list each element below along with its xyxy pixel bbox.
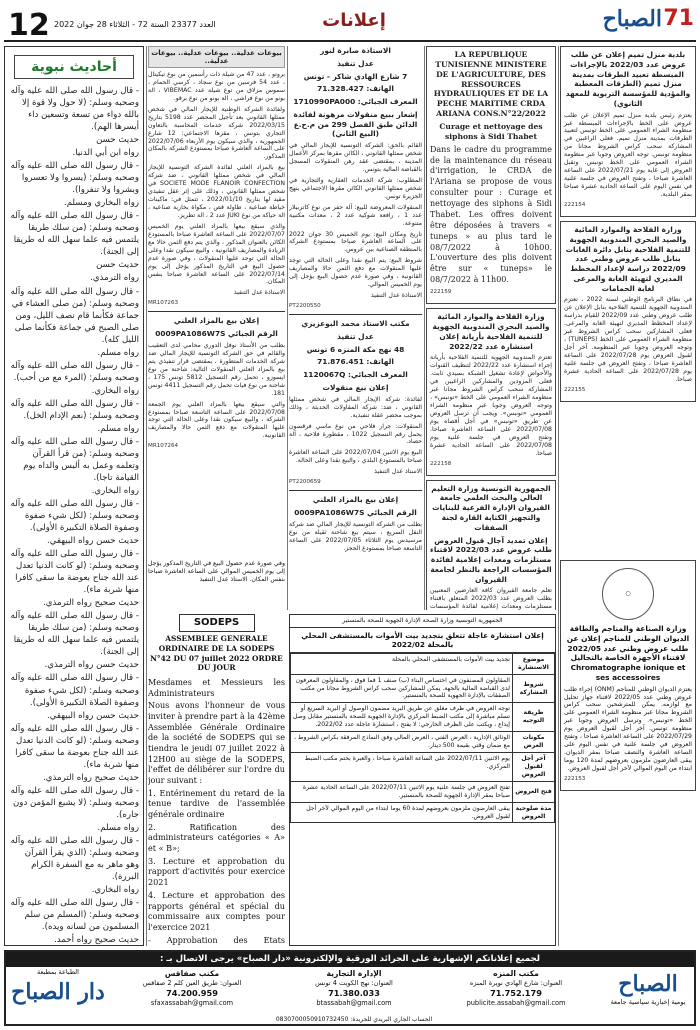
consultation-title: إعلان استشارة عاجلة تتعلق بتجديد بيت الأموات بالمستشفى المحلي بالمحلة 2022/02 [290,628,555,653]
notice-paragraph: المنقولات المعروضة للبيع: آلة حفر من نوع كاتربيلار عدد 1 ، رافعة شوكية عدد 2 ، معدات مكتبية متنوعة. [289,203,422,227]
ad-reference: 222158 [430,460,452,467]
hadith-line: رواه البخاري. [91,385,139,396]
office-phone[interactable]: 71.380.033 [328,987,380,998]
crda-ar-body: تعتزم المندوبية الجهوية للتنمية الفلاحية بأريانة إجراء استشارة عدد 2022/22 لتنظيف القنوات والأحواض لإعادة تشغيل الشبكة بسيدي ثابت. فعلى المزودين والمشاركين الراغبين في المشاركة سحب كراس الشروط مجانا عبر منظومة الشراء العمومي على الخط «تونبس» ، وتوجه العروض وجوبا عبر منظومة الشراء العمومي «تونبس». ويجب أن ترسل العروض عن طريق «تونبس» في أجل أقصاه يوم 2022/07/08 على الساعة العاشرة صباحا. وتفتح العروض في جلسة علنية يوم 2022/07/08 على الساعة الحادية عشرة صباحا. [430,354,552,457]
ad-reference: 222155 [564,386,586,393]
sodeps-paragraph: 4. Lecture et approbation des rapports général et spécial du commissaire aux comptes pour l'exercice 2021 [148,889,285,932]
column-rule [287,46,288,610]
sale-paragraph: والذي سيقع بيعها بالمزاد العلني يوم الخميس 2022/07/07 على الساعة العاشرة صباحا بالمستودع الكائن بالعنوان المذكور ، والذي يتم دفع الثمن حالا مع الزيادة والمصاريف القانونية ، والبيع سيكون نقدا وعلى الحالة التي توجد عليها المنقولات ، وفي صورة عدم حصول البيع في التاريخ المذكور يؤجل إلى يوم 2022/07/14 على الساعة العاشرة صباحا بنفس المكان. [148,222,285,286]
tender-body: يعتزم الديوان الوطني للمناجم (ONM) إجراء طلب عروض وطني عدد 2022/05 لاقتناء جهاز تحليل مع لوازمه. يمكن للمترشحين سحب كراس الشروط مجانا عبر منظومة الشراء العمومي على الخط «تونبس». وترسل العروض وجوبا عبر منظومة تونبس. آخر أجل لقبول العروض يوم 2022/07/29 على الساعة العاشرة صباحا ، وتفتح العروض في جلسة علنية في نفس اليوم على الساعة العاشرة والنصف صباحا بمقر الديوان. يبقى العارضون ملزمون بعروضهم لمدة 120 يوما ابتداء من اليوم الموالي لآخر أجل لقبول العروض. [564,685,693,772]
ministry-emblem-icon: ○ [602,568,654,620]
footer-logo-name: دار الصباح [11,978,105,1005]
masthead-logo [546,4,696,38]
hadith-line: حديث حسن رواه الترمذي. [44,660,139,671]
sale-paragraph: بطلب من الشركة التونسية للإيجار المالي ضد شركة النقل السريع ، سيتم بيع شاحنة ثقيلة من نوع مرسيدس يوم الثلاثاء 2022/07/05 على الساعة التاسعة صباحا بمستودع الحجز. [289,520,422,552]
office-address: العنوان: شارع الهادي نويرة المنزه [469,979,563,988]
hadith-line: - قال رسول الله صلى الله عليه وآله وصحبه وسلم: (المرء مع من أحب). [10,360,139,383]
sale-title: إعلان بيع بالمزاد العلني [173,316,260,326]
university-title: الجمهورية التونسية وزارة التعليم العالي والبحث العلمي جامعة القيروان الإدارة الفرعية للبنايات والتجهيز الكتابة القارة لجنة الصفقات [431,483,551,532]
office-title: مكتب المنزه [493,969,539,978]
table-row [291,674,555,703]
logo-number: 71 [663,6,694,31]
row-text: يوم الاثنين 2022/07/11 على الساعة العاشرة صباحا ، والعبرة بختم مكتب الضبط المركزي. [291,753,513,782]
row-label: شروط المشاركة [513,674,555,703]
bailiff-name: مكتب الاستاذ محمد البوعزيزي [301,319,410,329]
hadith-line: - قال رسول الله صلى الله عليه وآله وصحبه وسلم: (من صلى العشاء في جماعة فكأنما قام نصف الليل، ومن صلى الصبح في جماعة فكأنما صلى الليل كله). [10,286,139,345]
tender-body: في نطاق البرنامج الوطني لسنة 2022 ، تعتزم المندوبية الجهوية للتنمية الفلاحية بنابل الإعلان عن طلب عروض وطني عدد 2022/09 للقيام بدراسة لإعداد المخطط المديري لتهيئة الغابة والمرعى. فعلى المشاركين سحب كراس الشروط عبر منظومة الشراء العمومي على الخط (TUNEPS) ، وتوجه العروض وجوبا عبر المنظومة. آخر أجل لقبول العروض يوم 2022/07/28 على الساعة العاشرة صباحا ، وتفتح العروض في جلسة علنية يوم 2022/07/28 على الساعة الحادية عشرة صباحا. [564,296,693,383]
footer-logo-right [598,969,698,1024]
ad-reference: 222159 [430,289,452,296]
row-text: توجه العروض في ظرف مغلق عن طريق البريد مضمون الوصول أو البريد السريع أو تسلم مباشرة إلى مكتب الضبط المركزي بالإدارة الجهوية للصحة بالمنستير مقابل وصل إيداع ، ويكتب على الظرف الخارجي: لا يفتح ، استشارة عاجلة عدد 2022/02. [291,703,513,732]
sale-signature: الاستاذة عدل التنفيذ [233,289,285,297]
footer-headline: لجميع إعلاناتكم الإشهارية على الجرائد الورقية والإلكترونية «دار الصباح» يرجى الاتصال بـ : [6,952,694,967]
sodeps-paragraph: - Approbation des Etats [148,934,285,945]
ad-reference: 222153 [564,775,586,782]
hadith-box [4,46,144,946]
bailiff-address: 48 نهج مكة المنزه 6 تونس [306,344,405,354]
table-row [291,732,555,753]
bailiff-role: عدل تنفيذ [337,58,374,68]
hadith-line: حديث حسن رواه البيهقي. [47,710,139,721]
ministry-header: الجمهورية التونسية وزارة الصحة الإدارة الجهوية للصحة بالمنستير [290,615,555,628]
crda-ar-box [426,308,556,475]
hadith-line: رواه مسلم. [97,423,139,434]
divider [289,314,422,315]
judicial-sales-banner: بيوعات عدلية.. بيوعات عدلية.. بيوعات عدلية.. [148,46,285,68]
sale-tax-id: الرقم الجبائي 0009PA1086W7S [294,508,417,518]
notice-paragraph: شروط البيع: يتم البيع نقدا وعلى الحالة التي توجد عليها المنقولات مع دفع الثمن حالا والمصاريف القانونية ، وفي صورة عدم حصول البيع يؤجل إلى يوم الخميس الموالي. [289,257,422,289]
crda-title: LA REPUBLIQUE TUNISIENNE MINISTERE DE L'AGRICULTURE, DES RESSOURCES HYDRAULIQUES ET DE LA PECHE MARITIME CRDA ARIANA CONS.N°22/2022 [433,50,549,119]
row-label: مدة صلوحية العروض [513,802,555,823]
sale-tax-id: الرقم الجبائي 0009PA1086W7S [155,329,278,339]
notice-paragraph: القائم بالحق: الشركة التونسية للإيجار المالي في شخص ممثلها القانوني ، الكائن مقرها بمركز الأعمال المدينة ، بمقتضى عقد رهن المنقولات المسجل بالقباضة المالية بتونس. [289,142,422,173]
sodeps-logo: SODEPS [179,614,255,632]
kairouan-university-box [426,480,556,610]
hadith-line: - قال رسول الله صلى الله عليه وآله وصحبه وسلم: (لكل شيء صفوة وصفوة الصلاة التكبيرة الأولى). [10,499,139,534]
footer-logo-left [8,969,108,1024]
tender-body: يعتزم رئيس بلدية منزل تميم الإعلان عن طلب عروض على الخط بالإجراءات المبسطة عبر منظومة الشراء العمومي على الخط تونبس لتعبيد الطرقات بمدينة منزل تميم. فعلى الراغبين في المشاركة سحب كراس الشروط مجانا من منظومة تونبس. توجه العروض وجوبا عبر منظومة الشراء العمومي على الخط تونبس. وتقبل العروض إلى غاية يوم 2022/07/21 على الساعة العاشرة صباحا ، وتفتح العروض في جلسة علنية في نفس اليوم على الساعة الحادية عشرة صباحا بمقر البلدية. [564,111,693,198]
office-address: العنوان: نهج الكويت 4 تونس [315,979,393,988]
table-row [291,781,555,802]
sale-paragraph: ولفائدة الشركة الوطنية للإيجار المالي في شخص ممثلها القانوني بعد تأجيل المحضر عدد 5198 بتاريخ 2022/03/15 شركة خدمات المحاسبة بالتعاون التجاري بتونس ، مقرها الاجتماعي: 12 شارع الجمهورية ، والذي سيكون يوم الأربعاء 2022/07/06 على الساعة العاشرة صباحا بمستودع الشركة بالمكان المذكور. [148,105,285,161]
row-text: تجديد بيت الأموات بالمستشفى المحلي بالمحلة [291,653,513,674]
ad-reference: PT2200550 [289,303,321,309]
crda-subtitle: Curage et nettoyage des siphons à Sidi Thabet [439,122,543,141]
notice-paragraph: المطلوب: شركة الخدمات العقارية والتجارية في شخص ممثلها القانوني الكائن مقرها الاجتماعي بنهج الجزيرة تونس. [289,176,422,200]
sodeps-paragraph: Mesdames et Messieurs les Administrateurs [148,677,285,698]
hadith-line: رواه البخاري. [91,486,139,496]
table-row [291,753,555,782]
hadith-line: - قال رسول الله صلى الله عليه وآله وصحبه وسلم: (لو كانت الدنيا تعدل عند الله جناح بعوضة ما سقى كافرا منها شربة ماء). [10,549,139,596]
office-email[interactable]: publicite.assabah@gmail.com [466,998,566,1007]
divider [148,311,285,312]
hadith-line: - قال رسول الله صلى الله عليه وآله وصحبه وسلم: (لو كانت الدنيا تعدل عند الله جناح بعوضة ما سقى كافرا منها شربة ماء). [10,723,139,770]
bailiff-name: الاستاذة صابرة لنور [320,46,391,55]
office-email[interactable]: sfaxassabah@gmail.com [150,998,234,1007]
municipal-tenders-column [560,46,696,556]
table-row [291,653,555,674]
footer-logo-name: الصباح [618,971,678,997]
office-email[interactable]: btassabah@gmail.com [316,998,392,1007]
office-phone[interactable]: 74.200.959 [166,987,218,998]
hadith-line: - قال رسول الله صلى الله عليه وآله وصحبه وسلم: (من سلك طريقا يلتمس فيه علما سهل الله له طريقا إلى الجنة). [10,611,139,658]
row-text: يبقى العارضون ملزمون بعروضهم لمدة 60 يوما ابتداء من اليوم الموالي لآخر أجل لقبول العروض. [291,802,513,823]
hadith-line: رواه ابن أبي الدنيا. [72,148,139,159]
section-title: إعلانات [322,10,386,31]
hadith-line: رواه البخاري. [91,885,139,895]
sale-continuation [148,560,285,612]
footer-account-line: الحساب الجاري البريدي للجريدة: 0830700050910732450 [275,1016,433,1023]
bailiff-role: عدل تنفيذ [337,331,374,341]
crda-body: Dans le cadre du programme de la maintenance du réseau d'irrigation, le CRDA de l'Ariana se propose de vous consulter pour : Curage et nettoyage des siphons à Sidi Thabet. Les offres doivent être déposées à travers « tuneps » au plus tard le 08/7/2022 à 10h00. L'ouverture des plis doivent être sur « tuneps» le 08/7/2022 à 11h00. [430,144,552,285]
notice-signature: الاستاذ عدل التنفيذ [374,468,422,476]
column-rule [146,46,147,946]
nabeul-forestry-box [560,221,696,402]
hadith-line: حديث صحيح رواه الترمذي. [43,772,139,783]
hadith-banner: أحاديث نبوية [14,55,134,79]
row-label: طريقة التوجيه [513,703,555,732]
advertising-footer [4,950,696,1026]
hadith-column [4,46,144,946]
university-heading: إعلان تمديد آجال قبول العروض طلب عروض عدد 2022/03 لاقتناء مستلزمات ومعدات إعلامية لفائدة المؤسسات الراجعة بالنظر لجامعة القيروان [430,535,552,584]
tender-title: وزارة الصناعة والمناجم والطاقة الديوان الوطني للمناجم إعلان عن طلب عروض وطني عدد 2022/05 لاقتناء الأجهزة الخاصة بالتحاليل Chromatographe ionique et ses accessoires [566,624,690,682]
issue-line: العدد 23377 السنة 72 - الثلاثاء 28 جوان 2022 [54,20,216,29]
crda-ar-title: وزارة الفلاحة والموارد المائية والصيد البحري المندوبية الجهوية للتنمية الفلاحية بأريانة إعلان استشارة عدد 2022/22 [432,312,550,351]
row-text: الوثائق الإدارية ، العرض الفني ، العرض المالي وفق النماذج المرفقة بكراس الشروط ، مع ضمان وقتي بقيمة 500 دينار. [291,732,513,753]
notice-signature: الاستاذة عدل التنفيذ [370,292,422,300]
sale-paragraph: والتي سيقع بيعها بالمزاد العلني يوم الجمعة 2022/07/08 على الساعة التاسعة صباحا بمستودع الشركة ، والبيع سيكون نقدا وعلى الحالة التي توجد عليها المنقولات مع دفع الثمن حالا والمصاريف القانونية. [148,400,285,440]
consultation-table [290,653,555,824]
hadith-line: - قال رسول الله صلى الله عليه وآله وصحبه وسلم: (الذي يقرأ القرآن وهو ماهر به مع السفرة الكرام البررة). [10,835,139,882]
logo-name: الصباح [602,6,662,32]
bailiff-phone: الهاتف: 71.328.427 [317,84,394,94]
table-row [291,802,555,823]
hadith-line: رواه مسلم. [97,347,139,358]
ad-reference: MR107263 [148,300,179,307]
notice-paragraph: البيع يوم الاثنين 2022/07/04 على الساعة العاشرة صباحا بالمستودع البلدي ، والبيع نقدا وعلى الحالة. [289,449,422,465]
health-consultation-ad [289,614,556,946]
hadith-line: - قال رسول الله صلى الله عليه وآله وصحبه وسلم: (لا يشبع المؤمن دون جاره). [10,785,139,820]
sale-title: إعلان بيع بالمزاد العلني [312,495,399,505]
bailiff-address: 7 شارع الهادي شاكر - تونس [303,71,408,81]
hadith-line: رواه الترمذي. [90,273,139,284]
ad-reference: PT2200659 [289,479,321,486]
judicial-sales-column [148,46,285,610]
table-row [291,703,555,732]
hadith-line: حديث صحيح رواه الترمذي. [43,598,139,609]
column-rule [558,46,559,946]
bailiff-phone: الهاتف: 71.876.451 [317,357,394,367]
sodeps-paragraph: 2. Ratification des administrateurs catégories « A» et « B»; [148,821,285,854]
onm-tender-box [560,560,696,946]
sodeps-paragraph: 3. Lecture et approbation du rapport d'activités pour exercice 2021 [148,855,285,888]
bailiff-tax-id: المعرف الجبائي: 1120067Q [303,370,408,380]
hadith-line: - قال رسول الله صلى الله عليه وآله وصحبه وسلم: (يسروا ولا تعسروا وبشروا ولا تنفروا). [10,161,139,196]
hadith-line: رواه البخاري ومسلم. [63,198,139,209]
hadith-line: - قال رسول الله صلى الله عليه وآله وصحبه وسلم: (لا حول ولا قوة إلا بالله دواء من تسعة وتسعين داء أيسرها الهم). [10,86,139,133]
university-body: تعلم جامعة القيروان كافة العارضين المعنيين بطلب العروض عدد 2022/03 المتعلق باقتناء مستلزمات ومعدات إعلامية لفائدة المؤسسات [430,587,552,610]
sodeps-title: ASSEMBLEE GENERALE ORDINAIRE DE LA SODEPS N°42 DU 07 juillet 2022 ORDRE DU JOUR [150,634,283,673]
ad-reference: MR107264 [148,443,179,450]
notice-paragraph: تاريخ ومكان البيع: يوم الخميس 30 جوان 2022 على الساعة العاشرة صباحا بمستودع الشركة بالمنطقة الصناعية ببن عروس. [289,230,422,254]
page-header [4,4,696,42]
onm-box [560,560,696,791]
bailiff-notices-column [289,46,422,610]
notice-paragraph: لفائدة: شركة الإيجار المالي في شخص ممثلها القانوني ، ضد: شركة المقاولات الحديثة ، وذلك بموجب محضر عقلة تنفيذية. [289,395,422,419]
office-title: مكتب صفاقس [164,969,220,978]
row-label: فتح العروض [513,781,555,802]
sodeps-body [148,677,285,946]
tenders-column [426,46,556,610]
hadith-line: رواه مسلم. [97,822,139,833]
ad-reference: 222154 [564,201,586,208]
hadith-line: - قال رسول الله صلى الله عليه وآله وصحبه وسلم: (من سلك طريقا يلتمس فيه علما سهل الله له طريقا إلى الجنة). [10,211,139,258]
menzel-temime-box [560,46,696,217]
row-label: مكونات العرض [513,732,555,753]
divider [289,490,422,491]
crda-consultation-box [426,46,556,304]
sale-continuation-text: وفي صورة عدم حصول البيع في التاريخ المذكور يؤجل إلى يوم الخميس الموالي على الساعة العاشرة صباحا بنفس المكان. الاستاذ عدل التنفيذ [148,560,285,583]
hadith-line: - قال رسول الله صلى الله عليه وآله وصحبه وسلم: (لكل شيء صفوة وصفوة الصلاة التكبيرة الأولى). [10,673,139,708]
footer-logo-sub: الطباعة بمطبعة [37,968,79,976]
footer-logo-sub: يومية إخبارية سياسية جامعة [610,998,686,1006]
sodeps-paragraph: Nous avons l'honneur de vous inviter à prendre part à la 42ème Assemblée Générale Ordinaire de la société de SODEPS qui se tiendra le jeudi 07 juillet 2022 à 12H00 au siège de la SODEPS, l'effet de délibérer sur l'ordre du jour suivant : [148,700,285,786]
sale-paragraph: بيع بالمزاد العلني لفائدة الشركة التونسية للإيجار المالي في شخص ممثلها القانوني ، ضد شركة SOCIETE MODE FLANOIR CONFECTION في شخص ممثلها القانوني ، وذلك على إثر عقل تنفيذي مقيد لها بتاريخ 2022/01/10 ، تتمثل في: ماكينات خياطة صناعية ، طاولة قص ، مكواة بخارية صناعية ، الة حياكة من نوع JUKI عدد 2 ، الة تطريز. [148,164,285,219]
column-rule [424,46,425,610]
hadith-line: - قال رسول الله صلى الله عليه وآله وصحبه وسلم: (من قرأ القرآن وتعلمه وعمل به ألبس والداه يوم القيامة تاجا). [10,436,139,483]
tender-title: وزارة الفلاحة والموارد المائية والصيد البحري المندوبية الجهوية للتنمية الفلاحية بنابل دائرة الغابات بنابل طلب عروض وطني عدد 2022/09 دراسة لإعداد المخطط المديري لتهيئة الغابة والمرعى لغابة الحمامات [565,225,691,293]
hadith-line: حديث صحيح رواه أحمد. [54,935,139,946]
hadith-line: حديث حسن [96,135,139,146]
office-phone[interactable]: 71.752.179 [490,987,542,998]
row-label: آخر أجل لقبول العروض [513,753,555,782]
row-text: المقاولون المصنفون في اختصاص البناء (ب) صنف 1 فما فوق ، والمقاولون المعرفون لدى القباضة المالية بالجهة. يمكن للمشاركين سحب كراس الشروط مجانا من مكتب الصفقات بالإدارة الجهوية للصحة بالمنستير. [291,674,513,703]
office-address: العنوان: طريق العين كلم 2 صفاقس [142,979,242,988]
sodeps-paragraph: 1. Entérinement du retard de la tenue tardive de l'assemblée générale ordinaire [148,787,285,820]
hadith-line: حديث حسن رواه البيهقي. [47,536,139,547]
row-text: تفتح العروض في جلسة علنية يوم الاثنين 2022/07/11 على الساعة الحادية عشرة صباحا بمقر الإدارة الجهوية للصحة بالمنستير. [291,781,513,802]
sale-paragraph: بروتو ، عدد 47 من شيلة ذات رأسمين من نوع تيكيتال ، عدد 54 فرسين من نوع سجاد ، كرسي الحمام ، سموس مزلاق من نوع شيلة عدد VIBEMAC ، الة بونو من نوع فراشي ، الة بونو من نوع برقو. [148,71,285,102]
sale-paragraph: بطلب من الأستاذ نوفل الدوري محامي لدى التعقيب والقائم في حق الشركة التونسية للإيجار المالي ضد شركة الخدمات المتطورة ، بمقتضى قرار تنفيذي يتم بيع بالمزاد العلني المنقولات التالية: شاحنة من نوع ايسوزو ، تحمل رقم التسجيل 5812 تونس 175 ، شاحنة من نوع فيات تحمل رقم التسجيل 4411 تونس 181. [148,342,285,397]
hadith-line: - قال رسول الله صلى الله عليه وآله وصحبه وسلم: (نعم الإدام الخل). [10,398,139,421]
notice-paragraph: المنقولات: جرار فلاحي من نوع ماسي فرقسون يحمل رقم التسجيل 1022 ، مقطورة فلاحية ، آلة حصاد. [289,422,422,446]
row-label: موضوع الاستشارة [513,653,555,674]
sodeps-notice [148,614,285,946]
notice-heading: إشعار ببيع منقولات مرهونة لفائدة الدائن طبق الفصل 299 من م.ح.ع (البيع الثاني) [293,109,418,139]
page-number: 12 [8,8,50,43]
bailiff-tax-id: المعرف الجبائي: 1710990PA000 [293,97,418,107]
hadith-line: حديث حسن [96,260,139,271]
notice-heading: إعلان بيع منقولات [322,382,389,392]
tender-title: بلدية منزل تميم إعلان عن طلب عروض عدد 2022/03 بالإجراءات المبسطة تعبيد الطرقات بمدينة منزل تميم (الطرقات المعطبة والمؤدية للمؤسسة التربوية للمعهد الثانوي) [565,50,691,108]
hadith-line: - قال رسول الله صلى الله عليه وآله وصحبه وسلم: (المسلم من سلم المسلمون من لسانه ويده). [10,898,139,933]
office-title: الإدارة التجارية [326,969,382,978]
hadith-list [9,85,139,946]
